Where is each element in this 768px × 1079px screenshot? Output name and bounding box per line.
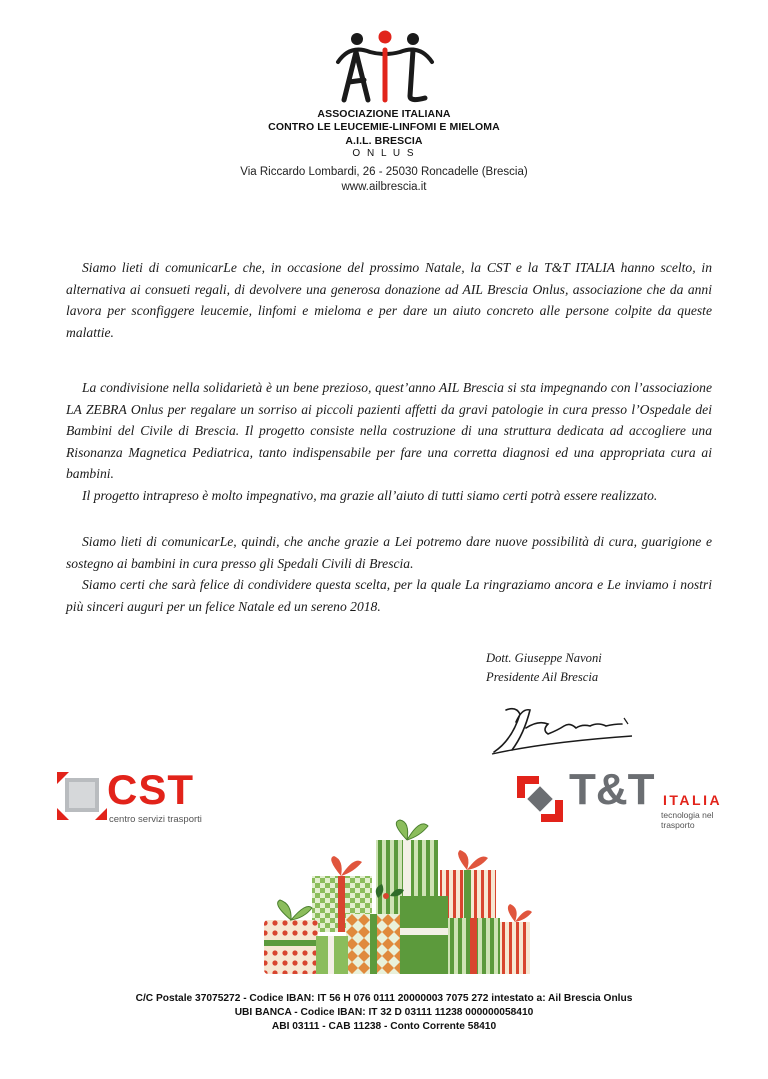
- paragraph-5: [66, 574, 712, 617]
- paragraph-5-text: Siamo certi che sarà felice di condividere questa scelta, per la quale La ringraziamo ancora e Le inviamo i nostri più sinceri auguri per un felice Natale ed un sereno 2018.: [66, 577, 712, 614]
- org-name-line4: O N L U S: [352, 148, 416, 159]
- tt-italia-logo: [515, 765, 745, 830]
- tt-tagline: tecnologia nel trasporto: [661, 810, 714, 830]
- paragraph-1: [66, 257, 712, 343]
- paragraph-3-text: Il progetto intrapreso è molto impegnativo, ma grazie all’aiuto di tutti siamo certi potrà essere realizzato.: [82, 488, 658, 503]
- paragraph-4-text: Siamo lieti di comunicarLe, quindi, che anche grazie a Lei potremo dare nuove possibilità di cura, guarigione e sostegno ai bambini in cura presso gli Spedali Civili di Brescia.: [66, 534, 712, 571]
- handwritten-signature: [486, 700, 636, 758]
- cst-tagline: centro servizi trasporti: [109, 814, 202, 825]
- footer-line1: C/C Postale 37075272 - Codice IBAN: IT 56 H 076 0111 20000003 7075 272 intestato a: Ail Brescia Onlus: [135, 993, 633, 1004]
- org-name-line3: A.I.L. BRESCIA: [345, 135, 423, 147]
- tt-suffix: ITALIA: [663, 792, 723, 808]
- org-name-line1: ASSOCIAZIONE ITALIANA: [317, 108, 451, 120]
- ail-logo: [330, 30, 440, 105]
- website[interactable]: www.ailbrescia.it: [341, 181, 427, 193]
- paragraph-4: [66, 531, 712, 574]
- paragraph-3: [66, 485, 712, 507]
- paragraph-2: [66, 377, 712, 485]
- cst-logo: [55, 766, 245, 830]
- signatory-role: Presidente Ail Brescia: [486, 670, 599, 684]
- footer-line2: UBI BANCA - Codice IBAN: IT 32 D 03111 11238 000000058410: [234, 1007, 534, 1018]
- tt-wordmark: T&T: [569, 765, 655, 814]
- cst-wordmark: CST: [107, 766, 194, 813]
- paragraph-2-text: La condivisione nella solidarietà è un bene prezioso, quest’anno AIL Brescia si sta impegnando con l’associazione LA ZEBRA Onlus per regalare un sorriso ai piccoli pazienti affetti da gravi patologie in cura presso l’Ospedale dei Bambini del Civile di Brescia. Il progetto consiste nella costruzione di una struttura dedicata ad accogliere una Risonanza Magnetica Pediatrica, tanto indispensabile per fare una corretta diagnosi ed una appropriata cura ai bambini.: [66, 380, 712, 482]
- gifts-illustration: [250, 818, 540, 982]
- footer-line3: ABI 03111 - CAB 11238 - Conto Corrente 58410: [271, 1021, 497, 1032]
- org-name-line2: CONTRO LE LEUCEMIE-LINFOMI E MIELOMA: [268, 121, 500, 133]
- paragraph-1-text: Siamo lieti di comunicarLe che, in occasione del prossimo Natale, la CST e la T&T ITALIA hanno scelto, in alternativa ai consueti regali, di devolvere una generosa donazione ad AIL Brescia Onlus, associazione che da anni lavora per sconfiggere leucemie, linfomi e mieloma e per dare un aiuto concreto alle persone colpite da queste malattie.: [66, 260, 712, 340]
- address: Via Riccardo Lombardi, 26 - 25030 Roncadelle (Brescia): [240, 166, 528, 178]
- signatory-name: Dott. Giuseppe Navoni: [486, 651, 602, 665]
